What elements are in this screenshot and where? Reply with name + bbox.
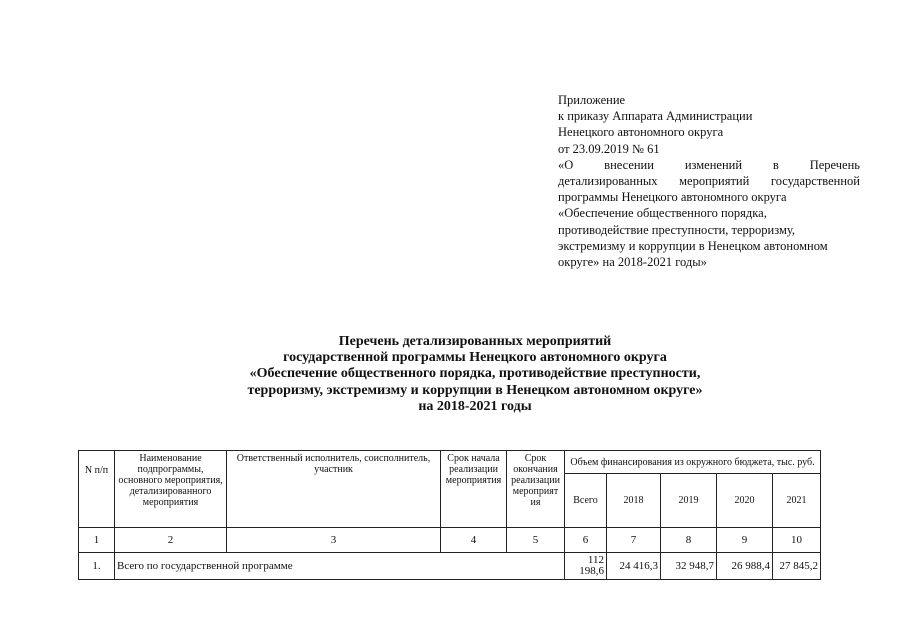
document-title xyxy=(160,334,790,415)
appendix-line: «Обеспечение общественного порядка, xyxy=(558,206,767,221)
column-number: 2 xyxy=(115,528,227,553)
appendix-line: округе» на 2018-2021 годы» xyxy=(558,255,707,270)
header-2019: 2019 xyxy=(661,474,717,528)
header-2020: 2020 xyxy=(717,474,773,528)
appendix-line: Приложение xyxy=(558,93,626,107)
row-2021: 27 845,2 xyxy=(773,553,821,580)
appendix-line: от 23.09.2019 № 61 xyxy=(558,141,660,156)
header-funding: Объем финансирования из окружного бюджета, тыс. руб. xyxy=(565,451,821,474)
header-executor: Ответственный исполнитель, соисполнитель, участник xyxy=(227,451,441,528)
header-num: N п/п xyxy=(79,451,115,528)
row-num: 1. xyxy=(79,553,115,580)
header-2021: 2021 xyxy=(773,474,821,528)
row-name: Всего по государственной программе xyxy=(115,553,565,580)
title-line: терроризму, экстремизму и коррупции в Ненецком автономном округе» xyxy=(247,382,703,398)
column-number: 3 xyxy=(227,528,441,553)
appendix-line: экстремизму и коррупции в Ненецком автономном xyxy=(558,238,828,253)
column-number: 7 xyxy=(607,528,661,553)
column-number: 10 xyxy=(773,528,821,553)
appendix-line: детализированных мероприятий государственной xyxy=(558,174,860,189)
column-number: 5 xyxy=(507,528,565,553)
title-line: на 2018-2021 годы xyxy=(418,398,532,414)
appendix-line: программы Ненецкого автономного округа xyxy=(558,190,787,205)
row-total: 112 198,6 xyxy=(565,553,607,580)
row-2020: 26 988,4 xyxy=(717,553,773,580)
table-row xyxy=(79,553,821,580)
appendix-line: к приказу Аппарата Администрации xyxy=(558,109,753,124)
appendix-line: противодействие преступности, терроризму, xyxy=(558,222,796,237)
column-number: 1 xyxy=(79,528,115,553)
header-row xyxy=(79,451,821,474)
appendix-line: Ненецкого автономного округа xyxy=(558,125,724,140)
title-line: Перечень детализированных мероприятий xyxy=(338,334,612,349)
title-line: государственной программы Ненецкого автономного округа xyxy=(283,350,667,366)
header-2018: 2018 xyxy=(607,474,661,528)
column-number-row xyxy=(79,528,821,553)
column-number: 4 xyxy=(441,528,507,553)
column-number: 9 xyxy=(717,528,773,553)
column-number: 8 xyxy=(661,528,717,553)
header-name: Наименование подпрограммы, основного мероприятия, детализированного мероприятия xyxy=(115,451,227,528)
appendix-line: «О внесении изменений в Перечень xyxy=(558,157,860,172)
activities-table xyxy=(78,450,821,580)
column-number: 6 xyxy=(565,528,607,553)
appendix-block xyxy=(558,92,860,270)
row-2018: 24 416,3 xyxy=(607,553,661,580)
title-line: «Обеспечение общественного порядка, противодействие преступности, xyxy=(249,366,701,382)
header-total: Всего xyxy=(565,474,607,528)
row-2019: 32 948,7 xyxy=(661,553,717,580)
header-start: Срок начала реализации мероприятия xyxy=(441,451,507,528)
header-end: Срок окончания реализации мероприят ия xyxy=(507,451,565,528)
